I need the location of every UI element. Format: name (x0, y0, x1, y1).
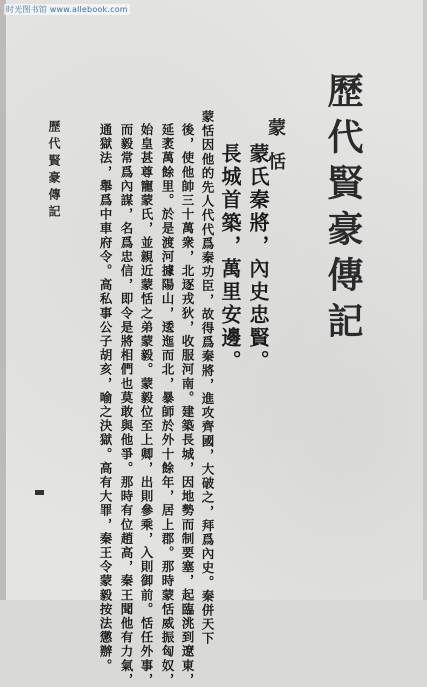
verse-line-2: 長城首築，萬里安邊。 (218, 143, 242, 373)
book-title: 歷代賢豪傳記 (322, 72, 364, 348)
chapter-subject: 蒙恬 (265, 118, 286, 186)
watermark-label: 时光图书馆 www.allebook.com (6, 5, 128, 14)
body-line-4: 始皇甚尊寵蒙氏，並親近蒙恬之弟蒙毅。蒙毅位至上卿，出則參乘，入則御前。恬任外事， (139, 123, 154, 687)
body-line-1: 蒙恬因他的先人代代爲秦功臣，故得爲秦將，進攻齊國，大破之，拜爲內史。秦併天下 (200, 110, 215, 646)
body-line-6: 通獄法，舉爲中車府令。高私事公子胡亥，喻之決獄。高有大罪，秦王令蒙毅按法懲辦。 (98, 123, 113, 673)
body-line-3: 延袤萬餘里。於是渡河據陽山，逶迤而北，暴師於外十餘年，居上郡。那時蒙恬威振匈奴， (160, 123, 175, 687)
body-line-5: 而毅常爲內謀，名爲忠信，即令是將相們也莫敢與他爭。那時有位趙高，秦王聞他有力氣， (119, 123, 134, 687)
page-end-mark (35, 490, 44, 495)
running-footer-title: 歷代賢豪傳記 (47, 120, 61, 222)
verse-line-1: 蒙氏秦將，內史忠賢。 (246, 143, 270, 373)
page-right-edge-shadow (423, 0, 427, 600)
page-left-edge-shadow (0, 0, 6, 600)
body-line-2: 後，使他帥三十萬衆，北逐戎狄，收服河南。建築長城，因地勢而制要塞，起臨洮到遼東， (180, 123, 195, 687)
